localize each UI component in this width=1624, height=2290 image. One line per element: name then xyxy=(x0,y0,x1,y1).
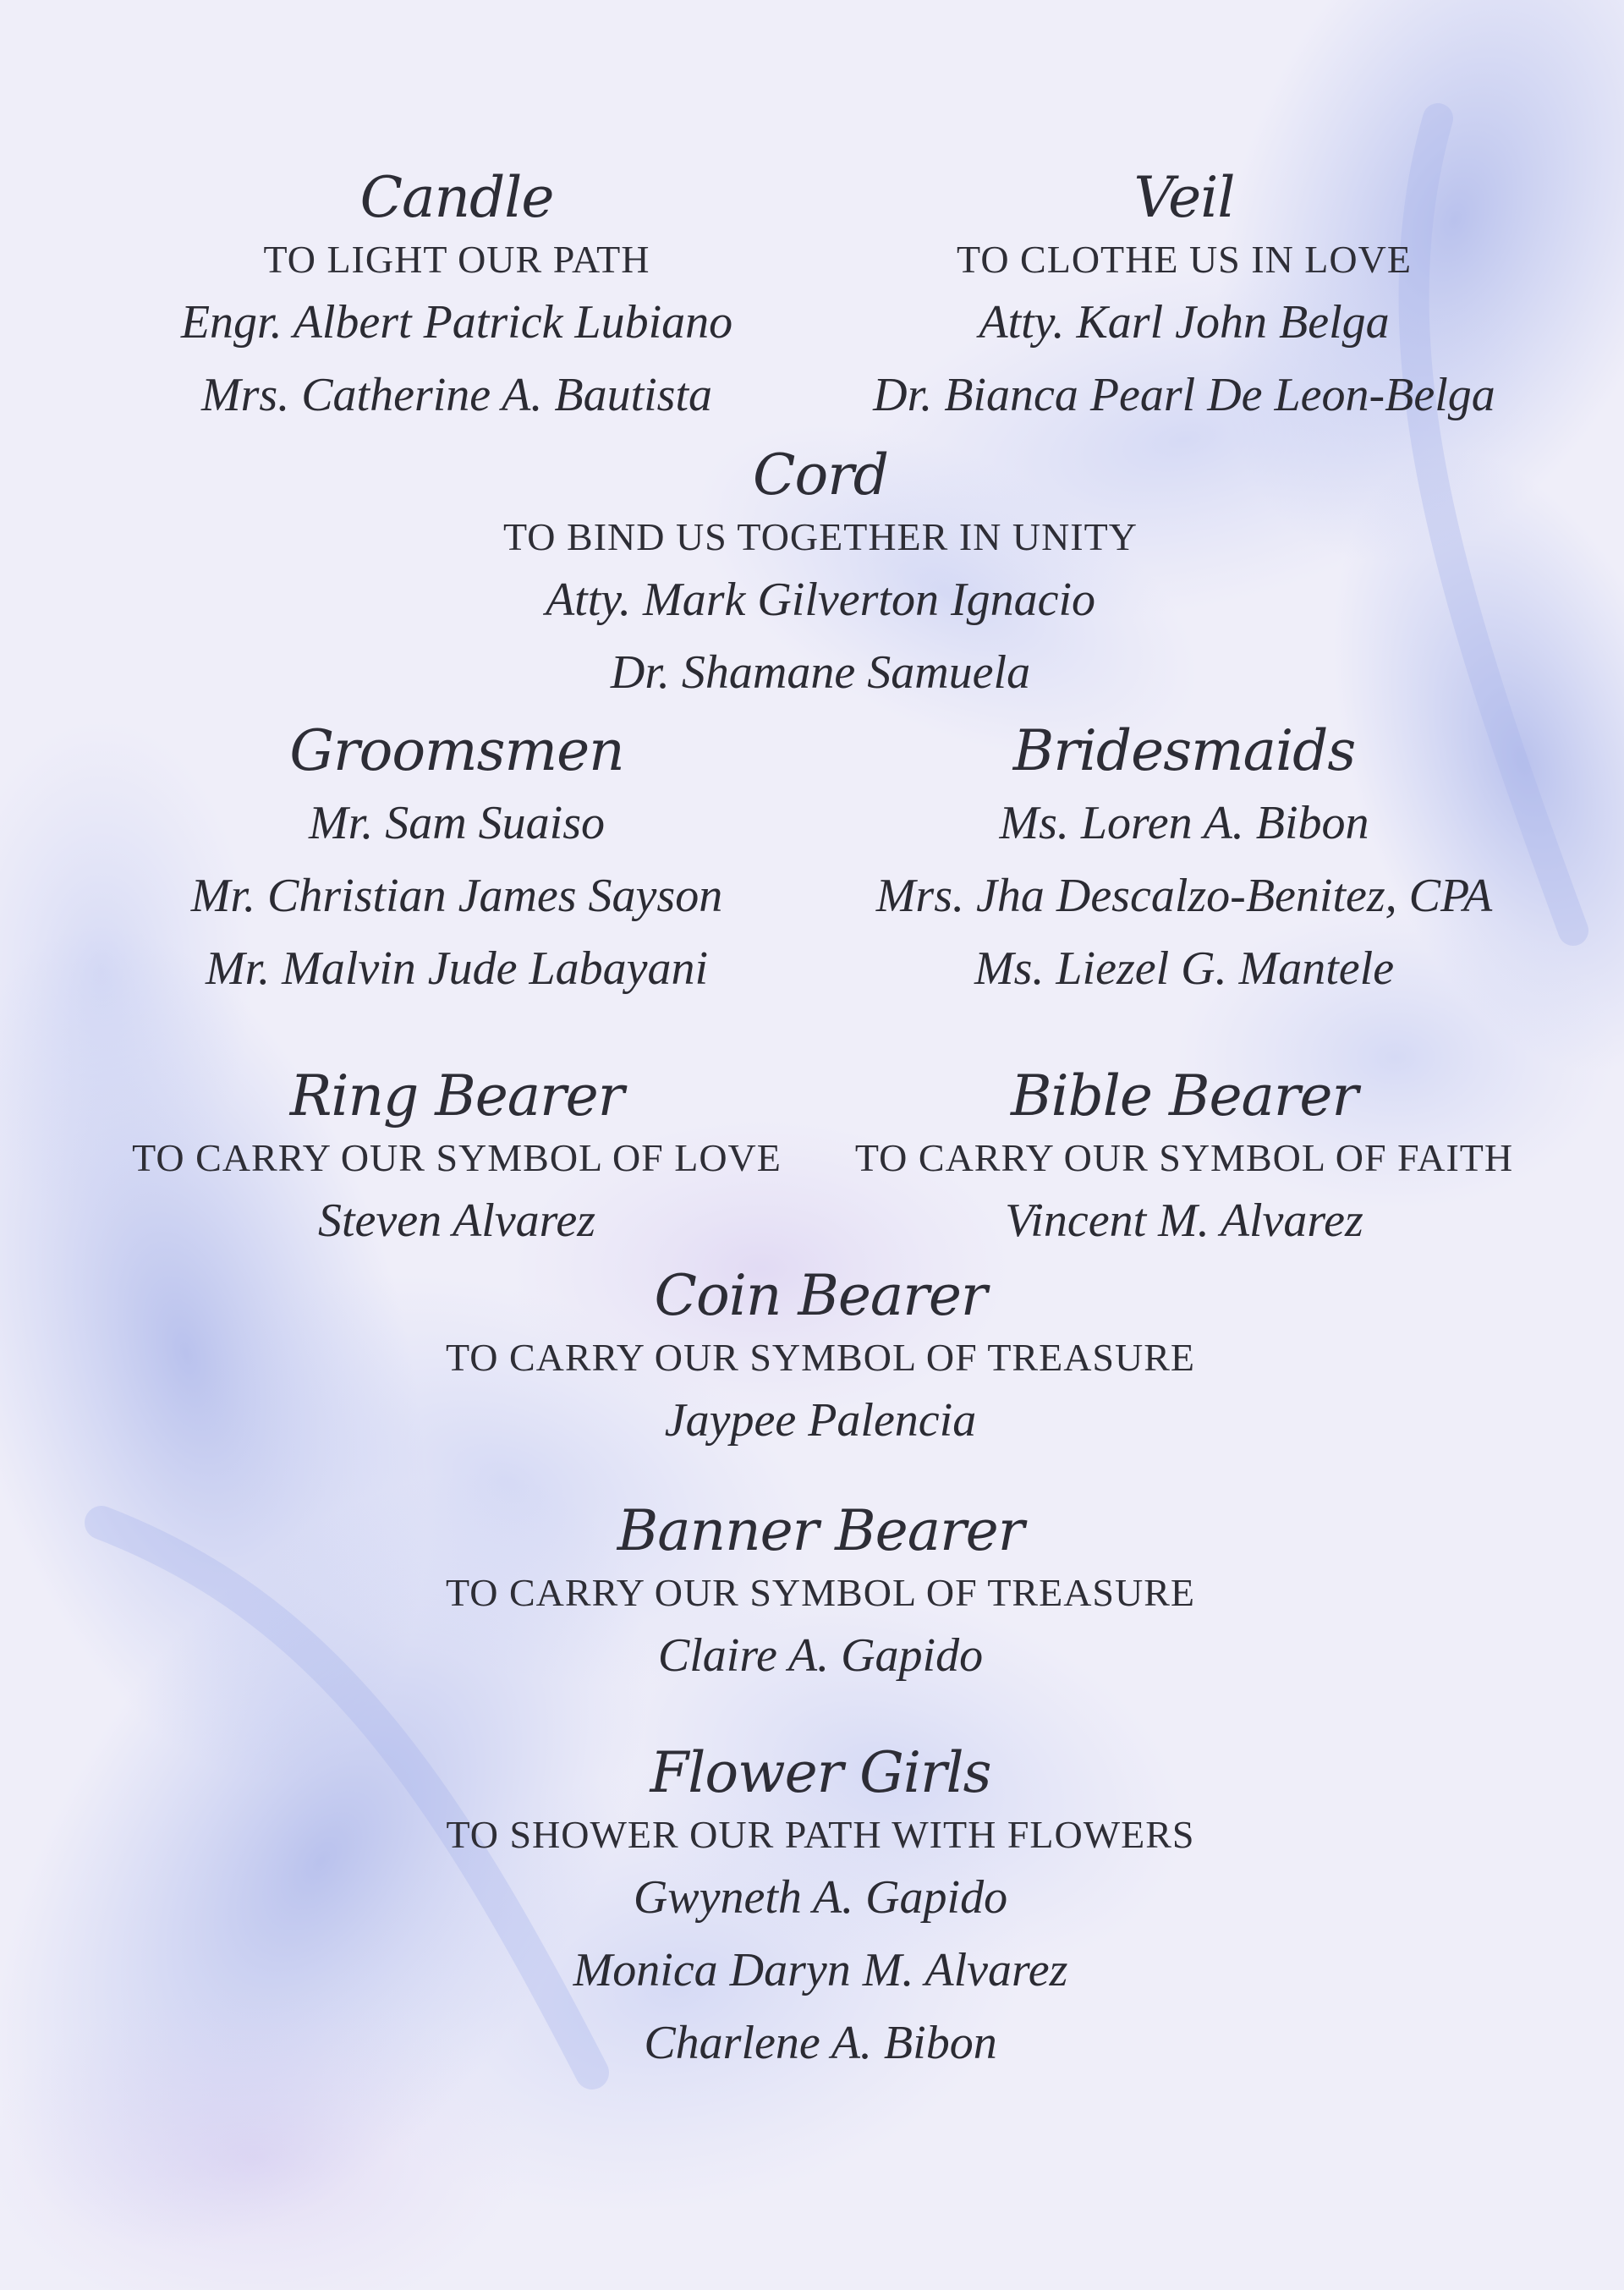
entourage-name: Mr. Malvin Jude Labayani xyxy=(205,942,709,995)
section-subtitle: TO CLOTHE US IN LOVE xyxy=(957,238,1412,281)
section-subtitle: TO CARRY OUR SYMBOL OF TREASURE xyxy=(446,1336,1195,1379)
coin-bearer-section xyxy=(355,1260,1286,1457)
section-title: Coin Bearer xyxy=(654,1263,987,1328)
section-subtitle: TO SHOWER OUR PATH WITH FLOWERS xyxy=(446,1813,1195,1856)
entourage-name: Dr. Bianca Pearl De Leon-Belga xyxy=(873,369,1495,421)
section-title: Candle xyxy=(359,165,554,230)
entourage-name: Mrs. Jha Descalzo-Benitez, CPA xyxy=(875,870,1493,922)
entourage-name: Engr. Albert Patrick Lubiano xyxy=(180,296,733,349)
entourage-name: Ms. Liezel G. Mantele xyxy=(974,942,1395,995)
section-subtitle: TO CARRY OUR SYMBOL OF FAITH xyxy=(854,1136,1514,1179)
entourage-name: Atty. Karl John Belga xyxy=(979,296,1390,349)
entourage-name: Charlene A. Bibon xyxy=(644,2017,997,2069)
entourage-name: Ms. Loren A. Bibon xyxy=(999,797,1369,849)
entourage-name: Atty. Mark Gilverton Ignacio xyxy=(545,574,1096,626)
section-title: Groomsmen xyxy=(289,718,624,783)
entourage-name: Steven Alvarez xyxy=(317,1194,596,1247)
groomsmen-section xyxy=(118,716,795,1005)
section-subtitle: TO BIND US TOGETHER IN UNITY xyxy=(503,515,1138,558)
section-title: Bridesmaids xyxy=(1012,718,1356,783)
section-subtitle: TO CARRY OUR SYMBOL OF LOVE xyxy=(132,1136,782,1179)
entourage-name: Mrs. Catherine A. Bautista xyxy=(200,369,713,421)
entourage-name: Monica Daryn M. Alvarez xyxy=(573,1944,1068,1996)
section-title: Cord xyxy=(752,442,889,508)
entourage-name: Dr. Shamane Samuela xyxy=(610,646,1031,699)
entourage-name: Jaypee Palencia xyxy=(664,1394,977,1447)
section-title: Banner Bearer xyxy=(617,1498,1024,1563)
entourage-name: Mr. Christian James Sayson xyxy=(190,870,723,922)
entourage-name: Vincent M. Alvarez xyxy=(1005,1194,1363,1247)
section-subtitle: TO LIGHT OUR PATH xyxy=(263,238,650,281)
section-subtitle: TO CARRY OUR SYMBOL OF TREASURE xyxy=(446,1571,1195,1614)
section-title: Bible Bearer xyxy=(1010,1063,1358,1129)
cord-section xyxy=(398,440,1243,709)
veil-section xyxy=(846,162,1522,431)
entourage-name: Gwyneth A. Gapido xyxy=(633,1871,1008,1924)
bridesmaids-section xyxy=(846,716,1522,1005)
section-title: Ring Bearer xyxy=(289,1063,624,1129)
entourage-name: Mr. Sam Suaiso xyxy=(308,797,606,849)
banner-bearer-section xyxy=(355,1496,1286,1692)
section-title: Flower Girls xyxy=(650,1740,991,1805)
flower-girls-section xyxy=(355,1738,1286,2079)
bible-bearer-section xyxy=(812,1061,1556,1257)
ring-bearer-section xyxy=(85,1061,829,1257)
candle-section xyxy=(118,162,795,431)
section-title: Veil xyxy=(1133,165,1235,230)
entourage-name: Claire A. Gapido xyxy=(657,1629,984,1682)
